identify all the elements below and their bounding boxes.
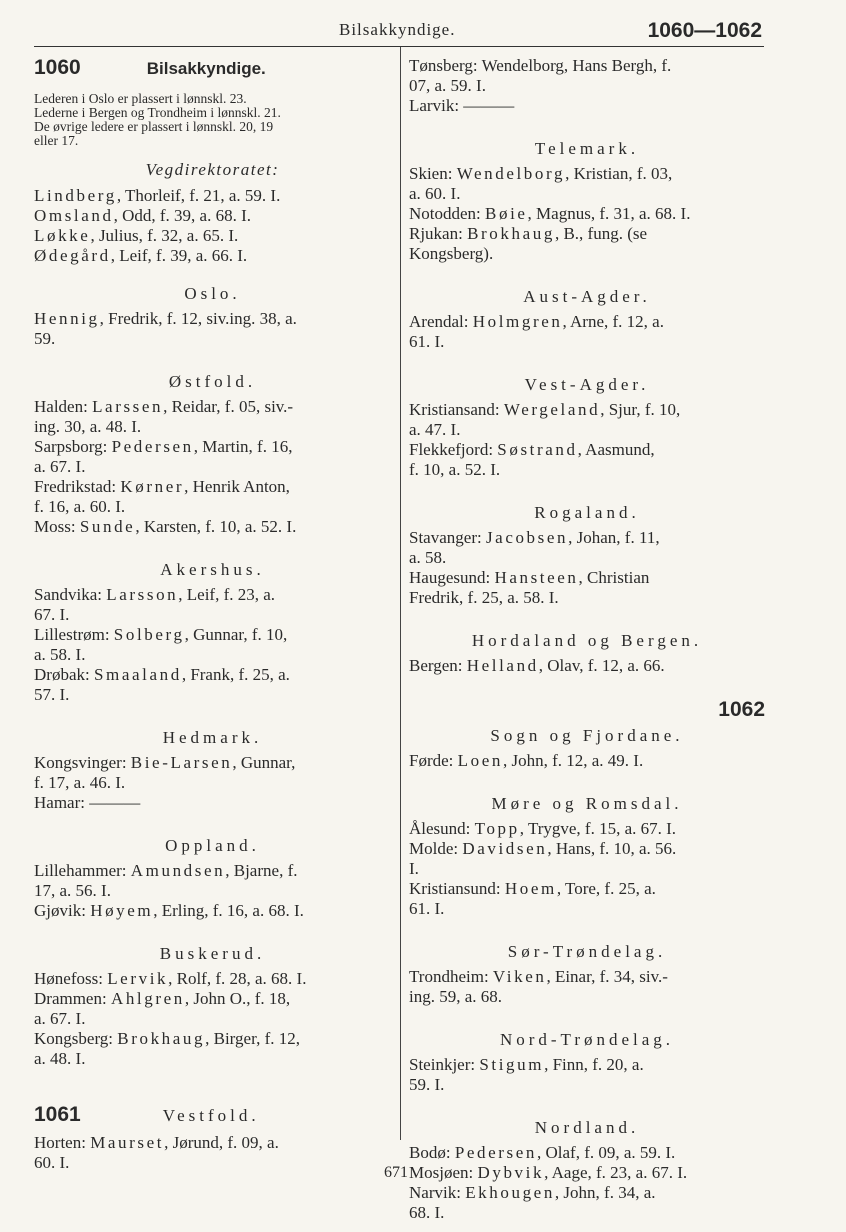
place-name: Førde: xyxy=(409,751,458,770)
section-heading: Vest-Agder. xyxy=(524,375,650,394)
entry-continuation: Fredrik, f. 25, a. 58. I. xyxy=(409,588,559,607)
entry-line xyxy=(34,517,391,537)
entry-line xyxy=(409,859,765,879)
person-surname: Smaaland xyxy=(93,665,182,684)
entry-details: , Johan, f. 11, xyxy=(568,528,660,547)
person-surname: Hansteen xyxy=(494,568,579,587)
person-surname: Lindberg xyxy=(34,186,117,205)
entry-line xyxy=(409,568,765,588)
place-name: Kristiansund: xyxy=(409,879,505,898)
entry-line xyxy=(409,1203,765,1223)
entry-details: , Karsten, f. 10, a. 52. I. xyxy=(135,517,297,536)
entry-line xyxy=(34,329,391,349)
place-name: Skien: xyxy=(409,164,457,183)
entry-line xyxy=(409,656,765,676)
entry-line xyxy=(34,685,391,705)
intro-line: De øvrige ledere er plassert i lønnskl. 20, 19 xyxy=(34,119,274,134)
entry-continuation: a. 58. I. xyxy=(34,645,86,664)
page-number: 671 xyxy=(384,1164,408,1181)
entry-line xyxy=(34,477,391,497)
entry-details: , Finn, f. 20, a. xyxy=(544,1055,644,1074)
place-name: Ålesund: xyxy=(409,819,475,838)
entry-line xyxy=(34,497,391,517)
entry-list xyxy=(409,819,765,919)
section-heading: Sogn og Fjordane. xyxy=(490,726,684,745)
entry-line xyxy=(409,96,765,116)
place-name: Stavanger: xyxy=(409,528,486,547)
entry-details: , Sjur, f. 10, xyxy=(600,400,681,419)
place-name: Sandvika: xyxy=(34,585,107,604)
entry-line xyxy=(34,585,391,605)
entry-continuation: a. 48. I. xyxy=(34,1049,86,1068)
place-name: Haugesund: xyxy=(409,568,495,587)
entry-line xyxy=(409,1055,765,1075)
person-surname: Brokhaug xyxy=(117,1029,206,1048)
column-divider xyxy=(400,47,401,1140)
entry-list xyxy=(34,585,391,705)
entry-line xyxy=(409,1183,765,1203)
place-name: Bodø: xyxy=(409,1143,455,1162)
entry-line xyxy=(409,332,765,352)
section-heading: Vegdirektoratet: xyxy=(145,160,280,179)
category-1062-number: 1062 xyxy=(718,698,765,721)
entry-line xyxy=(34,437,391,457)
entry-line xyxy=(34,625,391,645)
entry-details: , B., fung. (se xyxy=(554,224,648,243)
place-name: Lillestrøm: xyxy=(34,625,114,644)
entry-line xyxy=(34,309,391,329)
entry-continuation: I. xyxy=(409,859,419,878)
place-name: Bergen: xyxy=(409,656,467,675)
entry-continuation: f. 10, a. 52. I. xyxy=(409,460,501,479)
section-heading: Aust-Agder. xyxy=(523,287,651,306)
place-name: Drammen: xyxy=(34,989,111,1008)
entry-details: , Magnus, f. 31, a. 68. I. xyxy=(527,204,691,223)
person-surname: Jacobsen xyxy=(485,528,569,547)
section-heading: Østfold. xyxy=(168,372,257,391)
person-surname: Søstrand xyxy=(497,440,578,459)
entry-details: , Hans, f. 10, a. 56. xyxy=(547,839,677,858)
entry-line xyxy=(409,56,765,76)
intro-line: Lederen i Oslo er plassert i lønnskl. 23. xyxy=(34,91,247,106)
category-title: Bilsakkyndige. xyxy=(146,59,266,78)
entry-details: , Tore, f. 25, a. xyxy=(556,879,656,898)
place-name: Gjøvik: xyxy=(34,901,91,920)
entry-continuation: Hamar: ——— xyxy=(34,793,141,812)
place-name: Tønsberg: xyxy=(409,56,482,75)
entry-list xyxy=(409,656,765,676)
entry-line xyxy=(409,184,765,204)
section-heading: Nord-Trøndelag. xyxy=(499,1030,675,1049)
entry-continuation: f. 17, a. 46. I. xyxy=(34,773,126,792)
entry-line xyxy=(409,440,765,460)
entry-line xyxy=(409,224,765,244)
entry-line xyxy=(34,1029,391,1049)
place-name: Notodden: xyxy=(409,204,486,223)
entry-details: , Olaf, f. 09, a. 59. I. xyxy=(536,1143,676,1162)
entry-line xyxy=(34,881,391,901)
entry-line xyxy=(34,753,391,773)
section-heading: Hordaland og Bergen. xyxy=(471,631,703,650)
entry-line xyxy=(409,204,765,224)
entry-line xyxy=(34,793,391,813)
entry-list xyxy=(34,753,391,813)
entry-continuation: 07, a. 59. I. xyxy=(409,76,486,95)
person-surname: Sunde xyxy=(79,517,136,536)
person-surname: Maurset xyxy=(90,1133,165,1152)
entry-details: , Rolf, f. 28, a. 68. I. xyxy=(168,969,307,988)
person-surname: Ødegård xyxy=(34,246,111,265)
place-name: Trondheim: xyxy=(409,967,493,986)
entry-continuation: a. 67. I. xyxy=(34,1009,86,1028)
place-name: Kristiansand: xyxy=(409,400,504,419)
person-surname: Kørner xyxy=(120,477,185,496)
intro-line: eller 17. xyxy=(34,133,79,148)
person-surname: Viken xyxy=(492,967,547,986)
entry-details: , Erling, f. 16, a. 68. I. xyxy=(153,901,304,920)
entry-line xyxy=(34,989,391,1009)
person-surname: Stigum xyxy=(479,1055,545,1074)
entry-continuation: 57. I. xyxy=(34,685,70,704)
entry-line xyxy=(34,901,391,921)
entry-line xyxy=(409,967,765,987)
place-name: Hønefoss: xyxy=(34,969,108,988)
section-heading: Sør-Trøndelag. xyxy=(507,942,667,961)
entry-continuation: 17, a. 56. I. xyxy=(34,881,111,900)
entry-line xyxy=(409,1075,765,1095)
section-heading: Nordland. xyxy=(534,1118,640,1137)
person-surname: Amundsen xyxy=(130,861,226,880)
place-name: Fredrikstad: xyxy=(34,477,121,496)
place-name: Sarpsborg: xyxy=(34,437,112,456)
person-surname: Brokhaug xyxy=(467,224,555,243)
person-surname: Topp xyxy=(474,819,520,838)
entry-continuation: 61. I. xyxy=(409,332,445,351)
person-surname: Dybvik xyxy=(477,1163,545,1182)
entry-details: , Martin, f. 16, xyxy=(193,437,293,456)
section-heading: Vestfold. xyxy=(162,1106,260,1125)
entry-line xyxy=(409,588,765,608)
category-1061-heading xyxy=(34,1103,391,1127)
section-heading: Oppland. xyxy=(165,836,260,855)
section-heading: Møre og Romsdal. xyxy=(491,794,683,813)
left-column xyxy=(34,56,391,1173)
section-heading: Telemark. xyxy=(534,139,640,158)
entry-continuation: f. 16, a. 60. I. xyxy=(34,497,126,516)
right-column xyxy=(409,56,765,1223)
entry-line xyxy=(34,397,391,417)
entry-line xyxy=(34,206,391,226)
entry-line xyxy=(34,417,391,437)
entry-details: , Arne, f. 12, a. xyxy=(562,312,664,331)
entry-details: , Gunnar, xyxy=(232,753,296,772)
entry-details: , Trygve, f. 15, a. 67. I. xyxy=(519,819,677,838)
entry-details: , Bjarne, f. xyxy=(225,861,298,880)
person-surname: Høyem xyxy=(90,901,154,920)
person-surname: Larsson xyxy=(106,585,179,604)
entry-details: , Einar, f. 34, siv.- xyxy=(546,967,668,986)
person-surname: Larssen xyxy=(92,397,164,416)
category-number: 1060 xyxy=(34,56,81,79)
entry-continuation: ing. 59, a. 68. xyxy=(409,987,503,1006)
person-surname: Løkke xyxy=(34,226,91,245)
entry-details: , Frank, f. 25, a. xyxy=(181,665,290,684)
entry-details: , Reidar, f. 05, siv.- xyxy=(163,397,294,416)
place-name: Steinkjer: xyxy=(409,1055,480,1074)
intro-text xyxy=(34,92,391,148)
person-surname: Ekhougen xyxy=(465,1183,555,1202)
entry-continuation: a. 47. I. xyxy=(409,420,461,439)
person-surname: Davidsen xyxy=(462,839,548,858)
entry-line xyxy=(409,528,765,548)
person-surname: Pedersen xyxy=(111,437,194,456)
entry-details: , John O., f. 18, xyxy=(184,989,291,1008)
entry-line xyxy=(409,548,765,568)
entry-list xyxy=(409,1143,765,1223)
entry-list xyxy=(409,312,765,352)
place-name: Horten: xyxy=(34,1133,91,1152)
entry-line xyxy=(409,819,765,839)
entry-line xyxy=(34,226,391,246)
section-heading: Oslo. xyxy=(184,284,241,303)
person-surname: Lervik xyxy=(107,969,169,988)
entry-line xyxy=(34,246,391,266)
entry-list xyxy=(34,969,391,1069)
section-heading: Buskerud. xyxy=(159,944,266,963)
entry-line xyxy=(34,457,391,477)
entry-line xyxy=(34,186,391,206)
entry-continuation: ing. 30, a. 48. I. xyxy=(34,417,142,436)
entry-details: , John, f. 12, a. 49. I. xyxy=(502,751,644,770)
entry-line xyxy=(34,605,391,625)
category-range: 1060—1062 xyxy=(647,19,762,42)
entry-continuation: 59. xyxy=(34,329,56,348)
entry-details: , Aasmund, xyxy=(577,440,655,459)
page-header xyxy=(0,20,846,44)
entry-details: , Odd, f. 39, a. 68. I. xyxy=(113,206,251,225)
person-surname: Hoem xyxy=(504,879,557,898)
entry-details: , Leif, f. 39, a. 66. I. xyxy=(110,246,248,265)
entry-line xyxy=(34,773,391,793)
place-name: Narvik: xyxy=(409,1183,466,1202)
entry-details: , Birger, f. 12, xyxy=(205,1029,300,1048)
entry-line xyxy=(409,420,765,440)
person-surname: Pedersen xyxy=(454,1143,537,1162)
entry-continuation: Larvik: ——— xyxy=(409,96,515,115)
entry-line xyxy=(409,899,765,919)
entry-line xyxy=(34,1049,391,1069)
entry-line xyxy=(409,879,765,899)
person-surname: Wergeland xyxy=(503,400,601,419)
entry-list xyxy=(34,186,391,266)
entry-line xyxy=(409,839,765,859)
intro-line: Lederne i Bergen og Trondheim i lønnskl. 21. xyxy=(34,105,281,120)
entry-line xyxy=(409,312,765,332)
person-surname: Ahlgren xyxy=(110,989,185,1008)
entry-continuation: 61. I. xyxy=(409,899,445,918)
entry-details: , Christian xyxy=(578,568,650,587)
section-heading: Hedmark. xyxy=(162,728,263,747)
category-1060-heading xyxy=(34,56,391,80)
entry-list xyxy=(34,309,391,349)
entry-list xyxy=(409,56,765,116)
entry-list xyxy=(34,397,391,537)
section-heading: Akershus. xyxy=(160,560,265,579)
entry-details: , Henrik Anton, xyxy=(184,477,290,496)
entry-line xyxy=(34,1009,391,1029)
entry-line xyxy=(409,164,765,184)
entry-details: , Olav, f. 12, a. 66. xyxy=(538,656,665,675)
entry-list xyxy=(409,967,765,1007)
entry-line xyxy=(409,244,765,264)
person-surname: Omsland xyxy=(34,206,114,225)
person-surname: Bøie xyxy=(485,204,528,223)
place-name: Drøbak: xyxy=(34,665,94,684)
entry-continuation: 67. I. xyxy=(34,605,70,624)
entry-list xyxy=(409,400,765,480)
entry-continuation: 60. I. xyxy=(34,1153,70,1172)
entry-details: , Kristian, f. 03, xyxy=(565,164,673,183)
place-name: Molde: xyxy=(409,839,463,858)
place-name: Kongsvinger: xyxy=(34,753,131,772)
entry-details: , Leif, f. 23, a. xyxy=(178,585,276,604)
entry-details: , Aage, f. 23, a. 67. I. xyxy=(544,1163,688,1182)
entry-continuation: a. 67. I. xyxy=(34,457,86,476)
entry-details: , Julius, f. 32, a. 65. I. xyxy=(90,226,239,245)
entry-line xyxy=(409,751,765,771)
header-rule xyxy=(34,46,764,47)
place-name: Mosjøen: xyxy=(409,1163,478,1182)
entry-line xyxy=(34,1153,391,1173)
entry-details: , Thorleif, f. 21, a. 59. I. xyxy=(116,186,281,205)
entry-line xyxy=(34,861,391,881)
entry-list xyxy=(409,751,765,771)
entry-line xyxy=(409,76,765,96)
entry-details: , Fredrik, f. 12, siv.ing. 38, a. xyxy=(99,309,297,328)
entry-details: , John, f. 34, a. xyxy=(554,1183,656,1202)
person-surname: Solberg xyxy=(113,625,185,644)
place-name: Lillehammer: xyxy=(34,861,131,880)
person-surname: Hennig xyxy=(34,309,100,328)
place-name: Arendal: xyxy=(409,312,473,331)
running-title: Bilsakkyndige. xyxy=(339,20,456,39)
entry-line xyxy=(409,460,765,480)
entry-continuation: a. 58. xyxy=(409,548,447,567)
entry-list xyxy=(34,1133,391,1173)
entry-continuation: Kongsberg). xyxy=(409,244,494,263)
entry-continuation: 68. I. xyxy=(409,1203,445,1222)
entry-details: , Gunnar, f. 10, xyxy=(184,625,288,644)
entry-list xyxy=(409,528,765,608)
place-name: Halden: xyxy=(34,397,93,416)
category-number: 1061 xyxy=(34,1103,81,1126)
entry-line xyxy=(409,1143,765,1163)
entry-list xyxy=(409,164,765,264)
person-surname: Helland xyxy=(466,656,539,675)
entry-details: , Jørund, f. 09, a. xyxy=(164,1133,279,1152)
entry-line xyxy=(409,400,765,420)
entry-line xyxy=(409,987,765,1007)
place-name: Moss: xyxy=(34,517,80,536)
entry-line xyxy=(34,969,391,989)
person-surname: Bie-Larsen xyxy=(130,753,233,772)
entry-continuation: 59. I. xyxy=(409,1075,445,1094)
entry-line xyxy=(34,645,391,665)
place-name: Rjukan: xyxy=(409,224,468,243)
section-heading: Rogaland. xyxy=(534,503,640,522)
entry-line xyxy=(34,665,391,685)
person-surname: Holmgren xyxy=(472,312,563,331)
entry-list xyxy=(409,1055,765,1095)
place-name: Flekkefjord: xyxy=(409,440,498,459)
entry-line xyxy=(409,1163,765,1183)
person-surname: Wendelborg xyxy=(456,164,566,183)
person-surname: Loen xyxy=(457,751,503,770)
entry-list xyxy=(34,861,391,921)
entry-continuation: a. 60. I. xyxy=(409,184,461,203)
place-name: Kongsberg: xyxy=(34,1029,118,1048)
person-name: Wendelborg, Hans Bergh, f. xyxy=(481,56,672,75)
entry-line xyxy=(34,1133,391,1153)
